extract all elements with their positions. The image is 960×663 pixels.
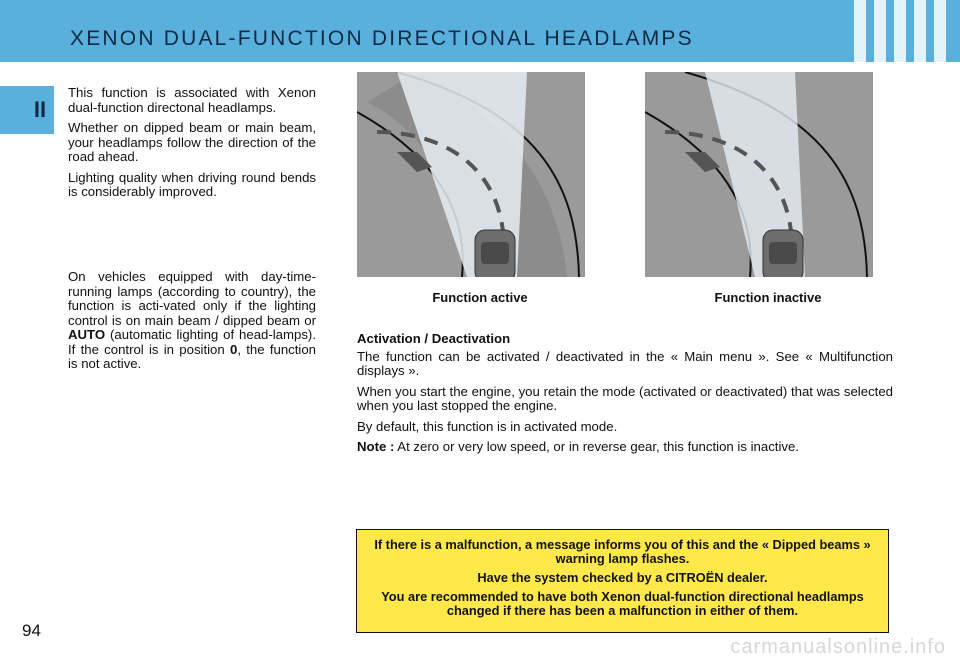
drl-part3: , the function is not active. — [68, 341, 317, 371]
drl-part2: (automatic lighting of head-lamps). If the control is in position — [68, 327, 316, 357]
drl-zero: 0 — [229, 341, 238, 357]
warning-paragraph: Have the system checked by a CITROËN dealer. — [477, 570, 768, 585]
intro-paragraph: Whether on dipped beam or main beam, your headlamps follow the direction of the road ahead. — [68, 120, 316, 164]
drl-paragraph — [68, 270, 316, 372]
intro-paragraph: Lighting quality when driving round bends is considerably improved. — [68, 169, 316, 199]
chapter-tab: II — [26, 86, 54, 134]
page-title: XENON DUAL-FUNCTION DIRECTIONAL HEADLAMPS — [70, 27, 694, 50]
road-illustration-active — [357, 72, 585, 277]
road-illustration-inactive — [645, 72, 873, 277]
activation-section — [357, 332, 893, 461]
activation-heading: Activation / Deactivation — [357, 331, 511, 346]
activation-paragraph: By default, this function is in activated mode. — [357, 418, 618, 434]
page-number: 94 — [22, 621, 41, 640]
header-stripes — [846, 0, 946, 62]
figure-function-inactive — [645, 72, 873, 277]
caption-function-active: Function active — [432, 290, 528, 305]
drl-text — [68, 270, 316, 378]
watermark: carmanualsonline.info — [730, 636, 946, 658]
activation-paragraph: The function can be activated / deactivated in the « Main menu ». See « Multifunction displays ». — [357, 348, 893, 378]
malfunction-warning-box — [356, 529, 889, 633]
intro-paragraph: This function is associated with Xenon dual-function directonal headlamps. — [68, 85, 316, 115]
note-text: At zero or very low speed, or in reverse gear, this function is inactive. — [394, 439, 799, 454]
drl-auto: AUTO — [68, 327, 106, 342]
warning-paragraph: You are recommended to have both Xenon dual-function directional headlamps changed if there has been a malfunction in either of them. — [381, 589, 864, 618]
drl-part1: On vehicles equipped with day-time-running lamps (according to country), the function is acti-vated only if the lighting control is on main beam / dipped beam or — [68, 269, 316, 328]
warning-paragraph: If there is a malfunction, a message informs you of this and the « Dipped beams » warning lamp flashes. — [374, 537, 871, 566]
header-stripe — [874, 0, 886, 62]
header-stripe — [854, 0, 866, 62]
chapter-tab-bar — [0, 86, 26, 134]
header-stripe — [934, 0, 946, 62]
header-stripe — [914, 0, 926, 62]
activation-note — [357, 440, 893, 455]
intro-text — [68, 86, 316, 206]
header-stripe — [894, 0, 906, 62]
page-header — [0, 0, 960, 62]
note-label: Note : — [357, 439, 395, 454]
caption-function-inactive: Function inactive — [714, 290, 822, 305]
activation-paragraph: When you start the engine, you retain the mode (activated or deactivated) that was selected when you last stopped the engine. — [357, 383, 893, 413]
figure-function-active — [357, 72, 585, 277]
